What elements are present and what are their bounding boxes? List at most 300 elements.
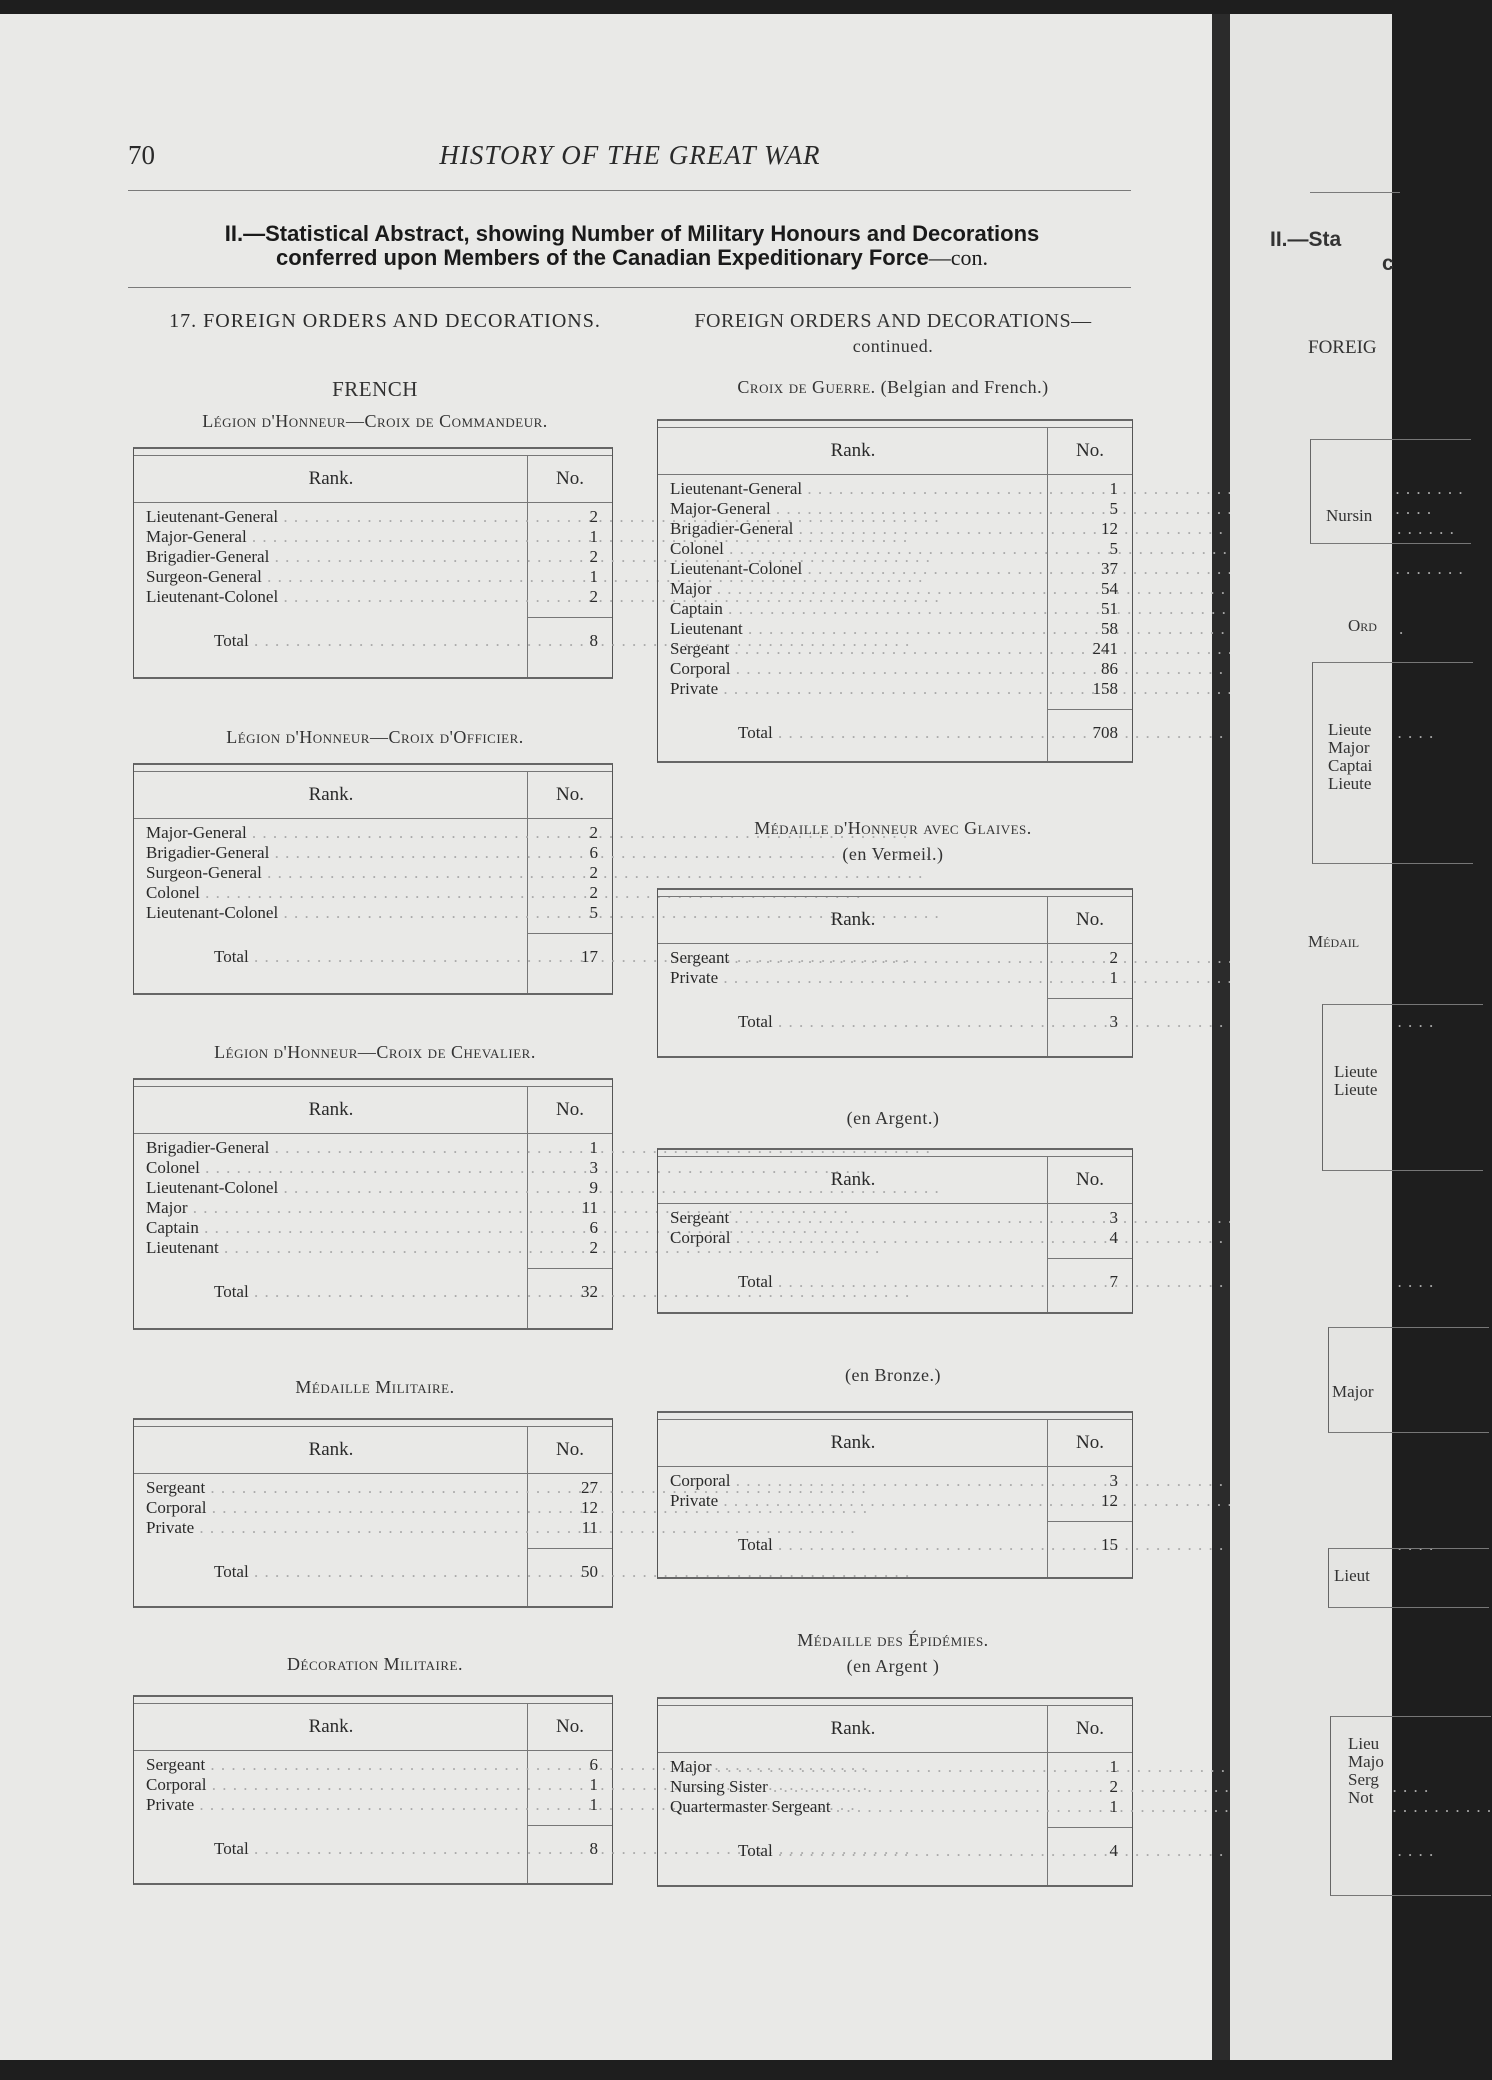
count-cell: 1 [1109, 1757, 1118, 1776]
rank-text: Quartermaster Sergeant [670, 1797, 831, 1816]
total-label [214, 947, 512, 967]
table-body [146, 1138, 612, 1258]
table-row [146, 1795, 612, 1815]
table-row [146, 1518, 612, 1538]
total-rule-segment [1048, 1521, 1132, 1522]
facing-table-1 [1310, 439, 1471, 544]
table-row [670, 679, 1132, 699]
count-cell: 1 [589, 1138, 598, 1157]
rank-cell [146, 1755, 512, 1775]
table-row [146, 903, 612, 923]
rank-text: Private [670, 679, 719, 698]
column-header-rank: Rank. [830, 1718, 876, 1739]
count-cell: 2 [589, 823, 598, 842]
column-header-rank: Rank. [308, 1439, 354, 1460]
rank-text: Nursing Sister [670, 1777, 768, 1796]
count-cell: 86 [1101, 659, 1118, 678]
rank-cell [670, 968, 1032, 988]
table-row [146, 1178, 612, 1198]
column-header-no: No. [1076, 1169, 1104, 1190]
table-epidemies [657, 1697, 1133, 1887]
rank-cell [146, 1498, 512, 1518]
rank-cell [146, 1478, 512, 1498]
count-cell: 3 [1109, 1208, 1118, 1227]
rank-text: Lieutenant-Colonel [146, 1178, 279, 1197]
column-header-rank: Rank. [830, 440, 876, 461]
count-cell: 1 [589, 567, 598, 586]
table-body [670, 1757, 1132, 1817]
caption-medaille-militaire: Médaille Militaire. [295, 1377, 455, 1397]
total-rule [134, 1268, 612, 1269]
facing-fragment-2: Ord [1348, 616, 1377, 635]
left-section-title: 17. FOREIGN ORDERS AND DECORATIONS. [169, 310, 601, 332]
rank-text: Colonel [670, 539, 724, 558]
column-header-no: No. [556, 1099, 584, 1120]
rank-cell [146, 527, 512, 547]
count-cell: 5 [1109, 499, 1118, 518]
rank-cell [146, 1138, 512, 1158]
table-honneur-vermeil [657, 888, 1133, 1058]
rank-text: Sergeant [146, 1755, 206, 1774]
table-row [146, 587, 612, 607]
total-rule-segment [528, 933, 612, 934]
page-heading [122, 222, 1142, 270]
total-value: 8 [589, 1839, 598, 1858]
rank-cell [670, 479, 1032, 499]
facing-fragment-7: Médail [1308, 932, 1360, 951]
facing-fragment-14: Serg [1348, 1770, 1379, 1789]
total-rule-segment [1048, 1827, 1132, 1828]
rank-text: Major [670, 579, 712, 598]
table-row [146, 1478, 612, 1498]
column-header-no: No. [1076, 1718, 1104, 1739]
rank-cell [670, 519, 1032, 539]
table-header [658, 896, 1132, 944]
total-value: 7 [1109, 1272, 1118, 1291]
total-label [738, 1012, 1032, 1032]
rank-text: Corporal [670, 1228, 731, 1247]
caption-decoration-militaire: Décoration Militaire. [287, 1654, 463, 1674]
total-rule-segment [528, 1825, 612, 1826]
facing-heading-fragment: II.—Sta [1270, 228, 1342, 251]
rank-cell [146, 1218, 512, 1238]
column-header-rank: Rank. [308, 784, 354, 805]
facing-fragment-4: Major [1328, 738, 1370, 757]
rank-cell [670, 639, 1032, 659]
caption-honneur-glaives: Médaille d'Honneur avec Glaives. [754, 818, 1032, 838]
rank-cell [670, 1491, 1032, 1511]
table-row [670, 659, 1132, 679]
rank-text: Surgeon-General [146, 863, 262, 882]
table-row [146, 883, 612, 903]
total-label-text: Total [214, 1282, 249, 1301]
top-rule [128, 190, 1131, 191]
count-cell: 12 [1101, 1491, 1118, 1510]
rank-text: Captain [670, 599, 723, 618]
facing-fragment-11: Lieut [1334, 1566, 1370, 1585]
table-header [134, 1086, 612, 1134]
table-row [670, 499, 1132, 519]
rank-text: Lieutenant-General [146, 507, 279, 526]
count-cell: 6 [589, 1755, 598, 1774]
total-rule [658, 1521, 1132, 1522]
rank-text: Brigadier-General [146, 843, 270, 862]
rank-text: Colonel [146, 883, 200, 902]
total-rule-segment [1048, 998, 1132, 999]
page-number: 70 [128, 140, 155, 170]
table-row [146, 507, 612, 527]
table-row [146, 547, 612, 567]
count-cell: 2 [589, 863, 598, 882]
rank-cell [146, 547, 512, 567]
total-label [738, 723, 1032, 743]
rank-text: Colonel [146, 1158, 200, 1177]
table-header [134, 1426, 612, 1474]
rank-cell [146, 587, 512, 607]
column-header-rank: Rank. [308, 1716, 354, 1737]
rank-text: Surgeon-General [146, 567, 262, 586]
column-header-no: No. [556, 468, 584, 489]
count-cell: 2 [589, 507, 598, 526]
rank-cell [146, 507, 512, 527]
right-section-title: FOREIGN ORDERS AND DECORATIONS— [694, 310, 1092, 332]
caption-chevalier: Légion d'Honneur—Croix de Chevalier. [214, 1042, 536, 1062]
facing-fragment-6: Lieute [1328, 774, 1372, 793]
table-row [670, 1208, 1132, 1228]
rank-cell [670, 948, 1032, 968]
total-rule-segment [1048, 1258, 1132, 1259]
total-row [214, 1562, 612, 1582]
running-title: HISTORY OF THE GREAT WAR [439, 140, 821, 170]
rank-text: Major-General [146, 527, 247, 546]
rank-text: Brigadier-General [146, 547, 270, 566]
rank-cell [670, 1777, 1032, 1797]
right-section-continued: continued. [852, 336, 934, 356]
rank-cell [146, 843, 512, 863]
table-row [146, 1218, 612, 1238]
table-row [146, 863, 612, 883]
caption-vermeil-note: (en Vermeil.) [842, 844, 944, 864]
total-row [738, 723, 1132, 743]
table-commandeur [133, 447, 613, 679]
table-header [658, 1156, 1132, 1204]
table-row [670, 519, 1132, 539]
table-row [146, 1238, 612, 1258]
rank-text: Major-General [670, 499, 771, 518]
facing-top-rule [1310, 192, 1400, 193]
count-cell: 2 [1109, 948, 1118, 967]
total-rule [658, 998, 1132, 999]
rank-text: Sergeant [146, 1478, 206, 1497]
total-value: 708 [1092, 723, 1118, 742]
table-header [134, 1703, 612, 1751]
count-cell: 2 [589, 587, 598, 606]
total-label-text: Total [738, 1535, 773, 1554]
total-label-text: Total [738, 1012, 773, 1031]
column-header-rank: Rank. [830, 1432, 876, 1453]
total-label [214, 1839, 512, 1859]
book-page-right [1230, 14, 1392, 2060]
total-label-text: Total [738, 723, 773, 742]
column-header-rank: Rank. [830, 1169, 876, 1190]
total-label [214, 1562, 512, 1582]
facing-fragment-8: Lieute [1334, 1062, 1378, 1081]
total-rule-segment [1048, 709, 1132, 710]
rank-text: Sergeant [670, 639, 730, 658]
count-cell: 9 [589, 1178, 598, 1197]
column-header-no: No. [556, 1716, 584, 1737]
total-row [214, 1282, 612, 1302]
table-row [146, 1775, 612, 1795]
total-value: 8 [589, 631, 598, 650]
rank-text: Lieutenant [146, 1238, 219, 1257]
table-row [146, 1755, 612, 1775]
table-row [670, 1757, 1132, 1777]
column-header-no: No. [1076, 909, 1104, 930]
table-header [134, 455, 612, 503]
rank-cell [146, 1158, 512, 1178]
facing-fragment-13: Majo [1348, 1752, 1384, 1771]
table-croix-de-guerre [657, 419, 1133, 763]
table-row [670, 1777, 1132, 1797]
total-label-text: Total [214, 631, 249, 650]
caption-epidemies: Médaille des Épidémies. [797, 1630, 989, 1650]
rank-cell [670, 659, 1032, 679]
column-header-rank: Rank. [308, 468, 354, 489]
table-body [670, 948, 1132, 988]
total-value: 3 [1109, 1012, 1118, 1031]
caption-officier: Légion d'Honneur—Croix d'Officier. [226, 727, 524, 747]
count-cell: 12 [581, 1498, 598, 1517]
rank-cell [146, 823, 512, 843]
count-cell: 11 [581, 1198, 598, 1217]
heading-rule [128, 287, 1131, 288]
table-body [146, 1755, 612, 1815]
total-rule [134, 933, 612, 934]
table-row [146, 527, 612, 547]
heading-line-2: conferred upon Members of the Canadian Expeditionary Force—con. [275, 245, 989, 270]
table-body [146, 507, 612, 607]
facing-section-fragment: FOREIG [1308, 337, 1377, 358]
total-label-text: Total [214, 1839, 249, 1858]
table-decoration-militaire [133, 1695, 613, 1885]
total-row [214, 631, 612, 651]
rank-text: Private [146, 1518, 195, 1537]
rank-text: Lieutenant [670, 619, 743, 638]
table-row [670, 1471, 1132, 1491]
column-header-no: No. [1076, 1432, 1104, 1453]
table-honneur-argent [657, 1148, 1133, 1314]
table-chevalier [133, 1078, 613, 1330]
count-cell: 2 [1109, 1777, 1118, 1796]
count-cell: 27 [581, 1478, 598, 1497]
total-row [738, 1841, 1132, 1861]
caption-bronze: (en Bronze.) [845, 1365, 941, 1385]
table-row [670, 1228, 1132, 1248]
total-label-text: Total [214, 947, 249, 966]
count-cell: 58 [1101, 619, 1118, 638]
total-rule [658, 1258, 1132, 1259]
table-header [134, 771, 612, 819]
total-rule [134, 1825, 612, 1826]
facing-fragment-5: Captai [1328, 756, 1373, 775]
rank-cell [146, 863, 512, 883]
count-cell: 3 [1109, 1471, 1118, 1490]
caption-argent: (en Argent.) [846, 1108, 940, 1128]
rank-cell [670, 539, 1032, 559]
count-cell: 5 [589, 903, 598, 922]
facing-fragment-12: Lieu [1348, 1734, 1380, 1753]
heading-line-1: II.—Statistical Abstract, showing Number of Military Honours and Decorations [224, 221, 1040, 246]
total-label-text: Total [738, 1272, 773, 1291]
table-header [658, 1419, 1132, 1467]
rank-cell [670, 1208, 1032, 1228]
rank-text: Major [146, 1198, 188, 1217]
count-cell: 4 [1109, 1228, 1118, 1247]
table-row [670, 968, 1132, 988]
table-row [670, 948, 1132, 968]
rank-text: Brigadier-General [670, 519, 794, 538]
total-label [738, 1272, 1032, 1292]
count-cell: 1 [589, 527, 598, 546]
book-gutter [1212, 14, 1230, 2060]
count-cell: 1 [589, 1775, 598, 1794]
caption-commandeur: Légion d'Honneur—Croix de Commandeur. [202, 411, 548, 431]
rank-cell [670, 499, 1032, 519]
facing-fragment-15: Not [1348, 1788, 1374, 1807]
table-row [670, 599, 1132, 619]
rank-text: Lieutenant-Colonel [146, 587, 279, 606]
facing-fragment-3: Lieute [1328, 720, 1372, 739]
rank-text: Private [670, 968, 719, 987]
rank-cell [146, 1775, 512, 1795]
rank-cell [670, 579, 1032, 599]
rank-text: Major [670, 1757, 712, 1776]
rank-cell [670, 559, 1032, 579]
table-row [670, 539, 1132, 559]
total-label [214, 631, 512, 651]
total-label-text: Total [214, 1562, 249, 1581]
total-row [214, 947, 612, 967]
table-row [146, 1138, 612, 1158]
rank-text: Corporal [670, 659, 731, 678]
caption-croix-note: (Belgian and French.) [880, 377, 1049, 397]
rank-text: Private [146, 1795, 195, 1814]
total-label-text: Total [738, 1841, 773, 1860]
rank-text: Lieutenant-Colonel [146, 903, 279, 922]
column-header-no: No. [556, 1439, 584, 1460]
caption-croix-de-guerre: Croix de Guerre. (Belgian and French.) [737, 377, 1049, 397]
table-honneur-bronze [657, 1411, 1133, 1579]
heading-suffix: —con. [928, 245, 989, 270]
rank-cell [146, 567, 512, 587]
table-officier [133, 763, 613, 995]
table-row [146, 843, 612, 863]
count-cell: 2 [589, 1238, 598, 1257]
table-body [670, 1471, 1132, 1511]
total-value: 4 [1109, 1841, 1118, 1860]
total-rule [658, 1827, 1132, 1828]
rank-text: Major-General [146, 823, 247, 842]
facing-fragment-10: Major [1332, 1382, 1374, 1401]
total-row [738, 1535, 1132, 1555]
count-cell: 1 [1109, 968, 1118, 987]
table-header [658, 427, 1132, 475]
total-rule [658, 709, 1132, 710]
table-row [146, 567, 612, 587]
total-value: 17 [581, 947, 598, 966]
table-body [670, 1208, 1132, 1248]
rank-text: Corporal [146, 1498, 207, 1517]
facing-table-4 [1328, 1327, 1489, 1433]
rank-cell [146, 1178, 512, 1198]
count-cell: 1 [1109, 479, 1118, 498]
count-cell: 51 [1101, 599, 1118, 618]
table-medaille-militaire [133, 1418, 613, 1608]
total-rule-segment [528, 1268, 612, 1269]
rank-text: Captain [146, 1218, 199, 1237]
table-row [670, 579, 1132, 599]
table-row [670, 639, 1132, 659]
count-cell: 2 [589, 883, 598, 902]
count-cell: 37 [1101, 559, 1118, 578]
table-row [146, 1158, 612, 1178]
rank-text: Lieutenant-General [670, 479, 803, 498]
rank-cell [146, 883, 512, 903]
total-rule-segment [528, 1548, 612, 1549]
total-label [738, 1535, 1032, 1555]
rank-text: Sergeant [670, 948, 730, 967]
count-cell: 11 [581, 1518, 598, 1537]
table-row [146, 1198, 612, 1218]
total-row [738, 1272, 1132, 1292]
table-row [670, 1491, 1132, 1511]
facing-heading-fragment-2: c [1382, 252, 1394, 275]
table-row [146, 823, 612, 843]
caption-epidemies-note: (en Argent ) [846, 1656, 940, 1676]
table-row [670, 479, 1132, 499]
table-row [146, 1498, 612, 1518]
total-value: 15 [1101, 1535, 1118, 1554]
total-rule-segment [528, 617, 612, 618]
count-cell: 1 [1109, 1797, 1118, 1816]
rank-cell [146, 1795, 512, 1815]
rank-cell [670, 679, 1032, 699]
count-cell: 3 [589, 1158, 598, 1177]
rank-text: Lieutenant-Colonel [670, 559, 803, 578]
total-rule [134, 1548, 612, 1549]
table-body [146, 823, 612, 923]
rank-cell [670, 599, 1032, 619]
rank-cell [146, 1238, 512, 1258]
rank-cell [670, 1471, 1032, 1491]
rank-text: Brigadier-General [146, 1138, 270, 1157]
table-row [670, 1797, 1132, 1817]
rank-text: Private [670, 1491, 719, 1510]
rank-cell [146, 1198, 512, 1218]
facing-fragment-9: Lieute [1334, 1080, 1378, 1099]
count-cell: 241 [1092, 639, 1118, 658]
left-subtitle: FRENCH [332, 377, 418, 401]
table-header [658, 1705, 1132, 1753]
count-cell: 54 [1101, 579, 1118, 598]
count-cell: 1 [589, 1795, 598, 1814]
table-row [670, 619, 1132, 639]
rank-cell [670, 1757, 1032, 1777]
facing-fragment-1: Nursin [1326, 506, 1373, 525]
rank-cell [670, 1228, 1032, 1248]
count-cell: 6 [589, 1218, 598, 1237]
